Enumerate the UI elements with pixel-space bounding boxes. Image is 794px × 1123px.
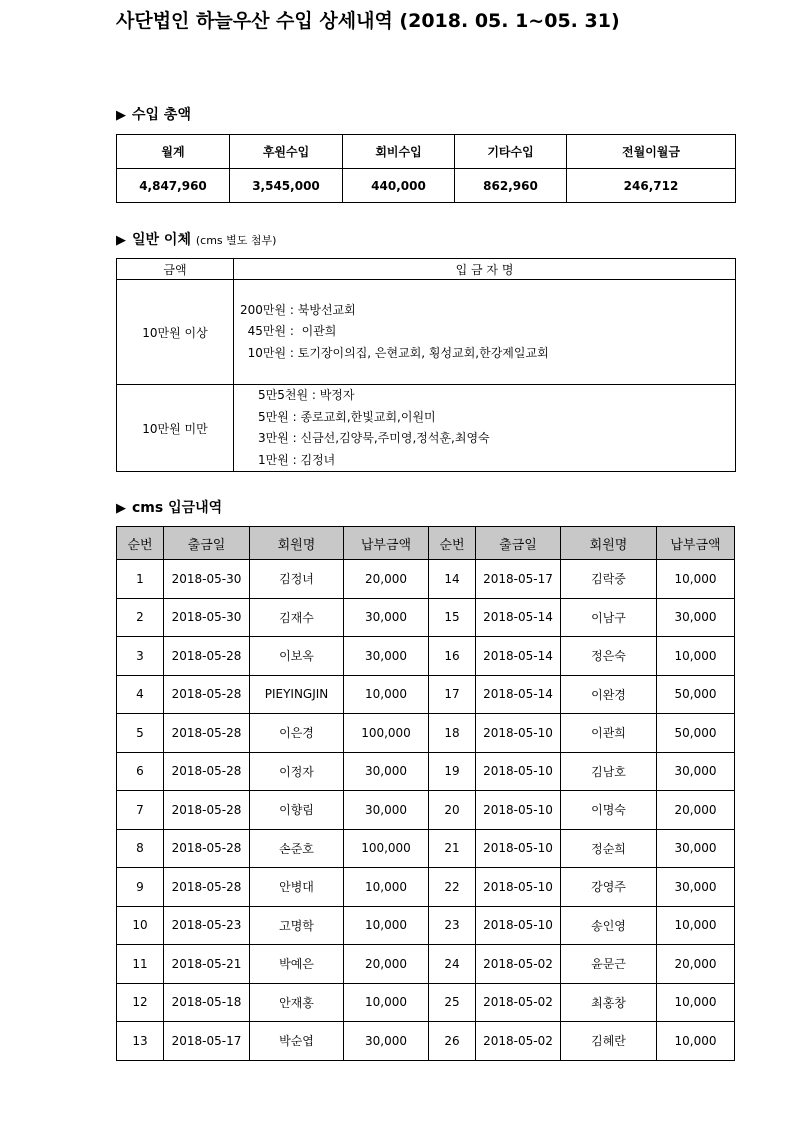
cms-cell: 8 bbox=[117, 829, 164, 868]
cms-cell: 이완경 bbox=[561, 675, 657, 714]
cms-cell: 30,000 bbox=[344, 1022, 429, 1061]
cms-income-table bbox=[116, 526, 735, 1061]
summary-header-cell: 전월이월금 bbox=[567, 135, 736, 169]
cms-cell: 9 bbox=[117, 868, 164, 907]
cms-cell: 22 bbox=[429, 868, 476, 907]
cms-cell: 10,000 bbox=[657, 983, 735, 1022]
cms-cell: 박순엽 bbox=[250, 1022, 344, 1061]
cms-cell: 김혜란 bbox=[561, 1022, 657, 1061]
cms-cell: 10,000 bbox=[344, 868, 429, 907]
cms-cell: 안재홍 bbox=[250, 983, 344, 1022]
cms-cell: 10,000 bbox=[344, 906, 429, 945]
depositor-line: 5만원 : 종로교회,한빛교회,이원미 bbox=[258, 409, 436, 424]
depositor-line: 200만원 : 북방선교회 bbox=[240, 302, 356, 317]
cms-cell: 10,000 bbox=[344, 675, 429, 714]
section-income-total bbox=[116, 104, 191, 124]
cms-cell: 5 bbox=[117, 714, 164, 753]
cms-cell: 20,000 bbox=[657, 791, 735, 830]
cms-cell: 10,000 bbox=[657, 1022, 735, 1061]
cms-header-cell: 회원명 bbox=[250, 527, 344, 560]
cms-cell: 김락중 bbox=[561, 560, 657, 599]
cms-cell: 10,000 bbox=[657, 637, 735, 676]
depositor-line: 1만원 : 김정녀 bbox=[258, 452, 336, 467]
cms-cell: 30,000 bbox=[344, 598, 429, 637]
cms-cell: 김남호 bbox=[561, 752, 657, 791]
cms-cell: 50,000 bbox=[657, 675, 735, 714]
cms-cell: 이은경 bbox=[250, 714, 344, 753]
cms-cell: 2018-05-17 bbox=[476, 560, 561, 599]
cms-cell: 2018-05-14 bbox=[476, 637, 561, 676]
cms-cell: 2018-05-14 bbox=[476, 675, 561, 714]
cms-cell: 3 bbox=[117, 637, 164, 676]
cms-header-cell: 납부금액 bbox=[657, 527, 735, 560]
cms-cell: 2018-05-10 bbox=[476, 714, 561, 753]
cms-cell: 23 bbox=[429, 906, 476, 945]
cms-cell: 고명학 bbox=[250, 906, 344, 945]
cms-cell: 15 bbox=[429, 598, 476, 637]
amount-range-cell: 10만원 미만 bbox=[117, 385, 234, 472]
cms-cell: 19 bbox=[429, 752, 476, 791]
cms-cell: 10,000 bbox=[657, 906, 735, 945]
depositor-line: 10만원 : 토기장이의집, 은현교회, 횡성교회,한강제일교회 bbox=[240, 345, 549, 360]
cms-cell: 안병대 bbox=[250, 868, 344, 907]
cms-cell: 2018-05-10 bbox=[476, 829, 561, 868]
cms-cell: 이보옥 bbox=[250, 637, 344, 676]
table-row bbox=[117, 829, 735, 868]
cms-cell: 20 bbox=[429, 791, 476, 830]
cms-cell: 16 bbox=[429, 637, 476, 676]
cms-cell: 30,000 bbox=[657, 598, 735, 637]
page-title: 사단법인 하늘우산 수입 상세내역 (2018. 05. 1~05. 31) bbox=[116, 10, 620, 32]
section-title: 수입 총액 bbox=[132, 107, 191, 123]
general-header-row bbox=[117, 259, 736, 280]
cms-cell: 30,000 bbox=[344, 791, 429, 830]
summary-header-cell: 회비수입 bbox=[343, 135, 455, 169]
summary-header-cell: 후원수입 bbox=[230, 135, 343, 169]
play-arrow-icon: ▶ bbox=[116, 501, 126, 516]
cms-header-cell: 순번 bbox=[117, 527, 164, 560]
cms-cell: 2018-05-14 bbox=[476, 598, 561, 637]
cms-cell: 100,000 bbox=[344, 829, 429, 868]
cms-cell: 25 bbox=[429, 983, 476, 1022]
cms-cell: 2018-05-21 bbox=[164, 945, 250, 984]
cms-cell: 10,000 bbox=[344, 983, 429, 1022]
cms-cell: 2018-05-28 bbox=[164, 791, 250, 830]
cms-cell: 12 bbox=[117, 983, 164, 1022]
general-header-cell: 입 금 자 명 bbox=[234, 259, 736, 280]
cms-cell: 4 bbox=[117, 675, 164, 714]
cms-cell: 정은숙 bbox=[561, 637, 657, 676]
cms-cell: 2018-05-28 bbox=[164, 868, 250, 907]
cms-header-cell: 순번 bbox=[429, 527, 476, 560]
cms-body bbox=[117, 560, 735, 1061]
cms-cell: 2018-05-02 bbox=[476, 945, 561, 984]
cms-cell: 14 bbox=[429, 560, 476, 599]
table-row bbox=[117, 598, 735, 637]
cms-cell: 정순희 bbox=[561, 829, 657, 868]
cms-cell: 2018-05-28 bbox=[164, 752, 250, 791]
table-row bbox=[117, 945, 735, 984]
cms-cell: 30,000 bbox=[344, 752, 429, 791]
cms-cell: 18 bbox=[429, 714, 476, 753]
cms-header-cell: 회원명 bbox=[561, 527, 657, 560]
cms-cell: 박예은 bbox=[250, 945, 344, 984]
cms-cell: 20,000 bbox=[344, 560, 429, 599]
cms-cell: 이정자 bbox=[250, 752, 344, 791]
cms-cell: 1 bbox=[117, 560, 164, 599]
cms-cell: 7 bbox=[117, 791, 164, 830]
cms-cell: 50,000 bbox=[657, 714, 735, 753]
cms-cell: 강영주 bbox=[561, 868, 657, 907]
cms-cell: 최홍창 bbox=[561, 983, 657, 1022]
summary-value-cell: 862,960 bbox=[455, 169, 567, 203]
general-transfer-table bbox=[116, 258, 736, 472]
cms-cell: 26 bbox=[429, 1022, 476, 1061]
cms-cell: 2018-05-28 bbox=[164, 829, 250, 868]
summary-value-cell: 246,712 bbox=[567, 169, 736, 203]
cms-cell: 21 bbox=[429, 829, 476, 868]
summary-value-cell: 3,545,000 bbox=[230, 169, 343, 203]
cms-cell: 2018-05-30 bbox=[164, 560, 250, 599]
section-general-transfer bbox=[116, 229, 276, 249]
cms-cell: 2018-05-18 bbox=[164, 983, 250, 1022]
section-title: cms 입금내역 bbox=[132, 500, 223, 516]
cms-cell: 20,000 bbox=[344, 945, 429, 984]
cms-header-cell: 출금일 bbox=[476, 527, 561, 560]
cms-cell: 30,000 bbox=[657, 752, 735, 791]
table-row bbox=[117, 675, 735, 714]
summary-header-cell: 월계 bbox=[117, 135, 230, 169]
section-title: 일반 이체 bbox=[132, 232, 191, 248]
summary-value-row bbox=[117, 169, 736, 203]
summary-header-cell: 기타수입 bbox=[455, 135, 567, 169]
income-summary-table bbox=[116, 134, 736, 203]
cms-cell: 김재수 bbox=[250, 598, 344, 637]
cms-cell: 11 bbox=[117, 945, 164, 984]
cms-cell: 2018-05-28 bbox=[164, 637, 250, 676]
cms-cell: 17 bbox=[429, 675, 476, 714]
table-row bbox=[117, 906, 735, 945]
summary-value-cell: 440,000 bbox=[343, 169, 455, 203]
cms-cell: 2018-05-02 bbox=[476, 1022, 561, 1061]
cms-header-cell: 납부금액 bbox=[344, 527, 429, 560]
depositor-line: 5만5천원 : 박정자 bbox=[258, 388, 355, 402]
table-row bbox=[117, 752, 735, 791]
general-row bbox=[117, 385, 736, 472]
cms-cell: 이관희 bbox=[561, 714, 657, 753]
cms-cell: 이남구 bbox=[561, 598, 657, 637]
depositor-line: 45만원 : 이관희 bbox=[240, 324, 337, 339]
table-row bbox=[117, 637, 735, 676]
cms-cell: 이향림 bbox=[250, 791, 344, 830]
amount-range-cell: 10만원 이상 bbox=[117, 280, 234, 385]
cms-cell: 2018-05-30 bbox=[164, 598, 250, 637]
cms-header-cell: 출금일 bbox=[164, 527, 250, 560]
section-cms-income bbox=[116, 497, 222, 517]
cms-cell: 2018-05-10 bbox=[476, 868, 561, 907]
cms-cell: 13 bbox=[117, 1022, 164, 1061]
section-note: (cms 별도 첨부) bbox=[195, 234, 277, 247]
cms-cell: 2018-05-17 bbox=[164, 1022, 250, 1061]
cms-cell: 6 bbox=[117, 752, 164, 791]
cms-cell: 30,000 bbox=[657, 829, 735, 868]
cms-cell: 20,000 bbox=[657, 945, 735, 984]
summary-header-row bbox=[117, 135, 736, 169]
table-row bbox=[117, 560, 735, 599]
depositor-line: 3만원 : 신금선,김양묵,주미영,정석훈,최영숙 bbox=[258, 431, 490, 445]
table-row bbox=[117, 714, 735, 753]
cms-cell: 2018-05-23 bbox=[164, 906, 250, 945]
general-header-cell: 금액 bbox=[117, 259, 234, 280]
cms-cell: 2018-05-10 bbox=[476, 791, 561, 830]
depositor-list-cell bbox=[234, 280, 736, 385]
cms-cell: 30,000 bbox=[344, 637, 429, 676]
cms-cell: 24 bbox=[429, 945, 476, 984]
cms-cell: 손준호 bbox=[250, 829, 344, 868]
cms-cell: 2018-05-10 bbox=[476, 752, 561, 791]
cms-cell: 윤문근 bbox=[561, 945, 657, 984]
cms-cell: 30,000 bbox=[657, 868, 735, 907]
cms-cell: 2 bbox=[117, 598, 164, 637]
table-row bbox=[117, 868, 735, 907]
cms-cell: 10,000 bbox=[657, 560, 735, 599]
cms-cell: 이명숙 bbox=[561, 791, 657, 830]
cms-cell: 2018-05-28 bbox=[164, 675, 250, 714]
summary-value-cell: 4,847,960 bbox=[117, 169, 230, 203]
general-row bbox=[117, 280, 736, 385]
table-row bbox=[117, 791, 735, 830]
cms-cell: 2018-05-10 bbox=[476, 906, 561, 945]
play-arrow-icon: ▶ bbox=[116, 233, 126, 248]
cms-cell: 2018-05-02 bbox=[476, 983, 561, 1022]
cms-cell: 김정녀 bbox=[250, 560, 344, 599]
cms-cell: 2018-05-28 bbox=[164, 714, 250, 753]
depositor-list-cell bbox=[234, 385, 736, 472]
cms-cell: 100,000 bbox=[344, 714, 429, 753]
cms-cell: PIEYINGJIN bbox=[250, 675, 344, 714]
cms-cell: 송인영 bbox=[561, 906, 657, 945]
cms-cell: 10 bbox=[117, 906, 164, 945]
cms-header-row bbox=[117, 527, 735, 560]
table-row bbox=[117, 1022, 735, 1061]
play-arrow-icon: ▶ bbox=[116, 108, 126, 123]
table-row bbox=[117, 983, 735, 1022]
